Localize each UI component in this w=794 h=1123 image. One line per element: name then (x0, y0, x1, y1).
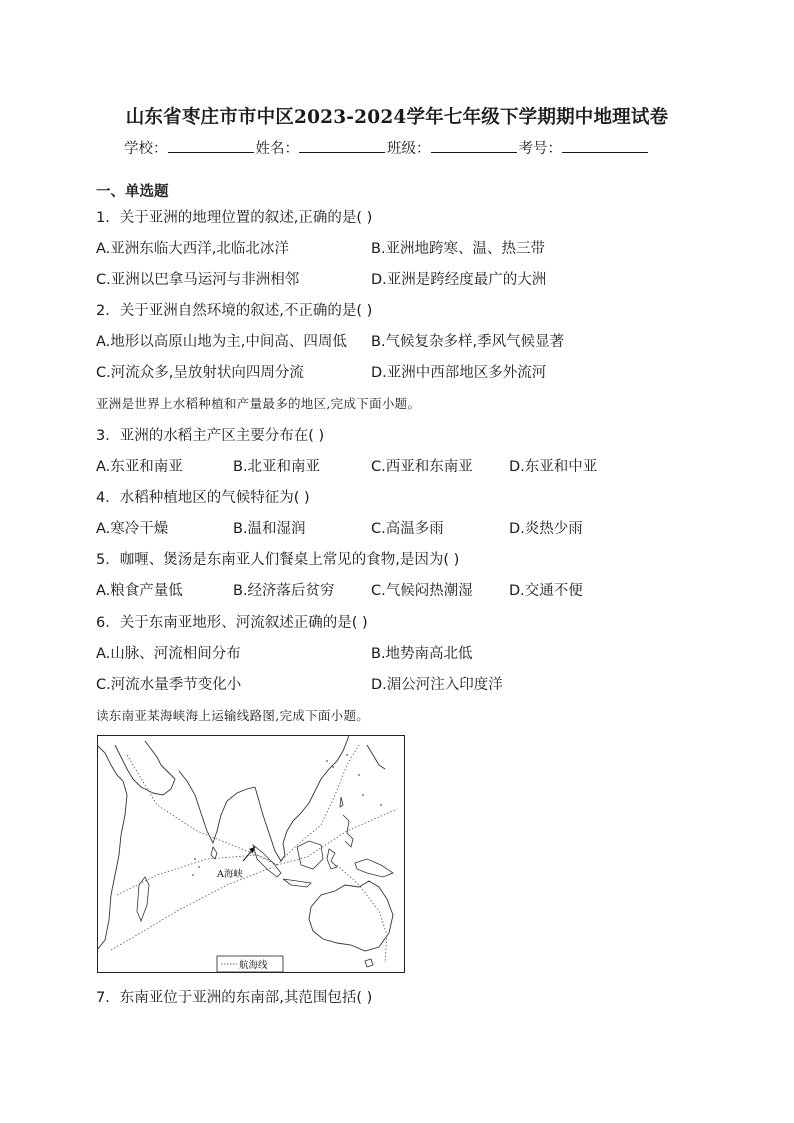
question-3-stem: 3．亚洲的水稻主产区主要分布在( ) (96, 428, 325, 444)
question-6-option-c: C.河流水量季节变化小 (96, 677, 242, 693)
question-2-option-d: D.亚洲中西部地区多外流河 (371, 365, 547, 381)
question-6-option-a: A.山脉、河流相间分布 (96, 646, 241, 662)
question-5-option-d: D.交通不便 (509, 583, 583, 599)
question-4-option-a: A.寒冷干燥 (96, 521, 169, 537)
question-6-stem: 6．关于东南亚地形、河流叙述正确的是( ) (96, 615, 368, 631)
question-1-option-a: A.亚洲东临大西洋,北临北冰洋 (96, 241, 289, 257)
question-5-option-c: C.气候闷热潮湿 (371, 583, 473, 599)
question-2-option-a: A.地形以高原山地为主,中间高、四周低 (96, 334, 347, 350)
question-4-stem: 4．水稻种植地区的气候特征为( ) (96, 490, 310, 506)
question-3-option-d: D.东亚和中亚 (509, 459, 598, 475)
question-4-option-b: B.温和湿润 (233, 521, 306, 537)
exam-title: 山东省枣庄市市中区2023-2024学年七年级下学期期中地理试卷 (125, 107, 669, 128)
material-note-2: 读东南亚某海峡海上运输线路图,完成下面小题。 (96, 708, 370, 723)
question-6-option-d: D.湄公河注入印度洋 (371, 677, 503, 693)
question-5-option-a: A.粮食产量低 (96, 583, 183, 599)
question-2-option-c: C.河流众多,呈放射状向四周分流 (96, 365, 304, 381)
question-3-option-a: A.东亚和南亚 (96, 459, 183, 475)
material-note-1: 亚洲是世界上水稻种植和产量最多的地区,完成下面小题。 (96, 396, 421, 411)
school-blank[interactable] (168, 137, 254, 153)
shipping-route-map (97, 735, 405, 973)
question-7-stem: 7．东南亚位于亚洲的东南部,其范围包括( ) (96, 990, 373, 1006)
question-2-option-b: B.气候复杂多样,季风气候显著 (371, 334, 565, 350)
question-1-option-d: D.亚洲是跨经度最广的大洲 (371, 272, 547, 288)
strait-label: A海峡 (217, 869, 243, 880)
school-label: 学校： (124, 141, 168, 157)
question-3-option-b: B.北亚和南亚 (233, 459, 321, 475)
question-1-stem: 1．关于亚洲的地理位置的叙述,正确的是( ) (96, 210, 373, 226)
question-4-option-c: C.高温多雨 (371, 521, 444, 537)
question-4-option-d: D.炎热少雨 (509, 521, 583, 537)
name-label: 姓名： (255, 141, 299, 157)
class-label: 班级： (387, 141, 431, 157)
question-3-option-c: C.西亚和东南亚 (371, 459, 473, 475)
number-blank[interactable] (562, 137, 648, 153)
name-blank[interactable] (299, 137, 385, 153)
number-label: 考号： (518, 141, 562, 157)
question-5-stem: 5．咖喱、煲汤是东南亚人们餐桌上常见的食物,是因为( ) (96, 552, 460, 568)
question-6-option-b: B.地势南高北低 (371, 646, 473, 662)
question-1-option-b: B.亚洲地跨寒、温、热三带 (371, 241, 546, 257)
question-1-option-c: C.亚洲以巴拿马运河与非洲相邻 (96, 272, 300, 288)
question-2-stem: 2．关于亚洲自然环境的叙述,不正确的是( ) (96, 303, 373, 319)
class-blank[interactable] (431, 137, 517, 153)
section-heading: 一、单选题 (96, 184, 169, 200)
question-5-option-b: B.经济落后贫穷 (233, 583, 335, 599)
student-info-line (124, 137, 650, 158)
legend-label: 航海线 (239, 960, 268, 971)
